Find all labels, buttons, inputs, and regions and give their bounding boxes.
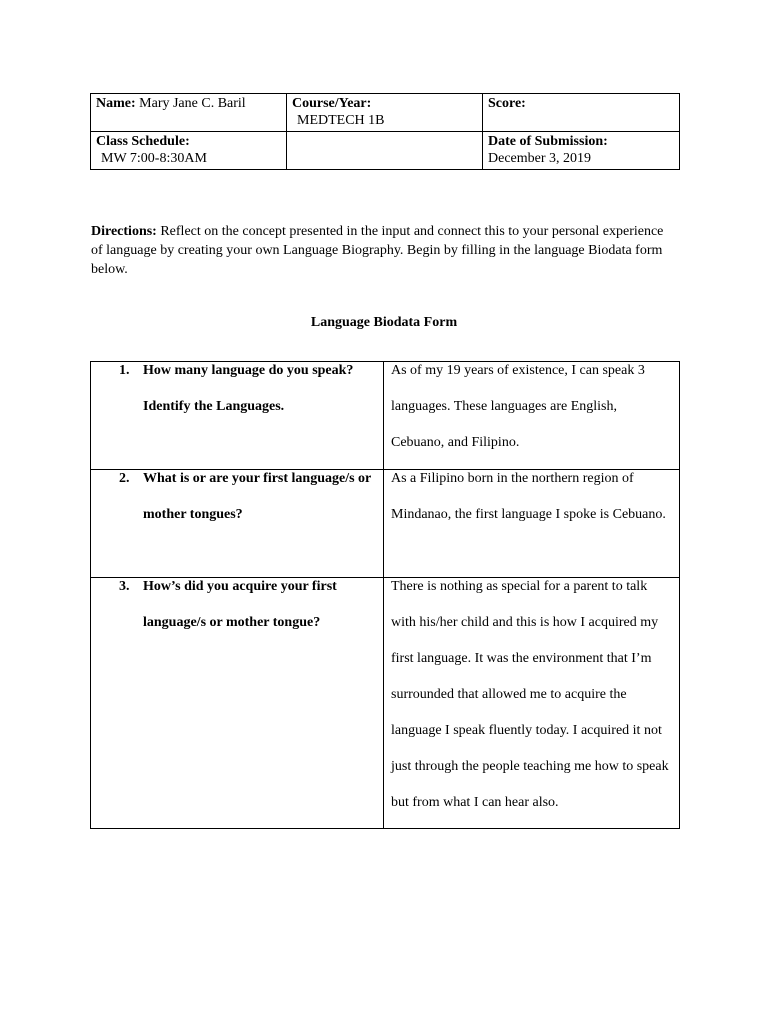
question-cell: [91, 578, 384, 829]
name-cell: [91, 94, 287, 132]
question-text-block: [91, 353, 383, 425]
student-info-row: [91, 132, 680, 170]
name-label: Name:: [96, 96, 136, 111]
submission-cell: [483, 132, 680, 170]
directions-label: Directions:: [91, 224, 157, 239]
answer-text: As a Filipino born in the northern region of Mindanao, the first language I spoke is Cebuano.: [391, 471, 666, 522]
question-text: How many language do you speak? Identify the Languages.: [143, 363, 354, 414]
course-value: MEDTECH 1B: [297, 113, 385, 128]
submission-label: Date of Submission:: [488, 134, 608, 149]
question-text-block: [91, 461, 383, 533]
biodata-row: [91, 470, 680, 578]
answer-cell: [384, 470, 680, 578]
course-label: Course/Year:: [292, 96, 372, 111]
answer-text: As of my 19 years of existence, I can speak 3 languages. These languages are English, Cebuano, and Filipino.: [391, 363, 645, 450]
question-text: How’s did you acquire your first language/s or mother tongue?: [143, 579, 337, 630]
course-cell: [287, 94, 483, 132]
question-text: What is or are your first language/s or mother tongues?: [143, 471, 372, 522]
schedule-cell: [91, 132, 287, 170]
answer-text: There is nothing as special for a parent to talk with his/her child and this is how I acquired my first language. It was the environment that I’m surrounded that allowed me to acquire the language I speak fluently today. I acquired it not just through the people teaching me how to speak but from what I can hear also.: [391, 579, 669, 810]
student-info-row: [91, 94, 680, 132]
answer-cell: [384, 362, 680, 470]
schedule-label: Class Schedule:: [96, 134, 190, 149]
question-cell: [91, 362, 384, 470]
submission-value: December 3, 2019: [488, 151, 592, 166]
biodata-row: [91, 578, 680, 829]
schedule-value: MW 7:00-8:30AM: [101, 151, 207, 166]
biodata-table: [90, 361, 680, 829]
empty-cell: [287, 132, 483, 170]
question-cell: [91, 470, 384, 578]
question-text-block: [91, 569, 383, 641]
name-value: Mary Jane C. Baril: [139, 96, 246, 111]
score-label: Score:: [488, 96, 526, 111]
biodata-row: [91, 362, 680, 470]
question-number: 1.: [119, 363, 130, 378]
answer-cell: [384, 578, 680, 829]
directions-text: Reflect on the concept presented in the input and connect this to your personal experience of language by creating your own Language Biography. Begin by filling in the language Biodata form below.: [91, 224, 664, 277]
score-cell: [483, 94, 680, 132]
student-info-table: [90, 93, 680, 170]
question-number: 3.: [119, 579, 130, 594]
directions-paragraph: [91, 222, 671, 279]
form-title: Language Biodata Form: [310, 315, 458, 330]
question-number: 2.: [119, 471, 130, 486]
